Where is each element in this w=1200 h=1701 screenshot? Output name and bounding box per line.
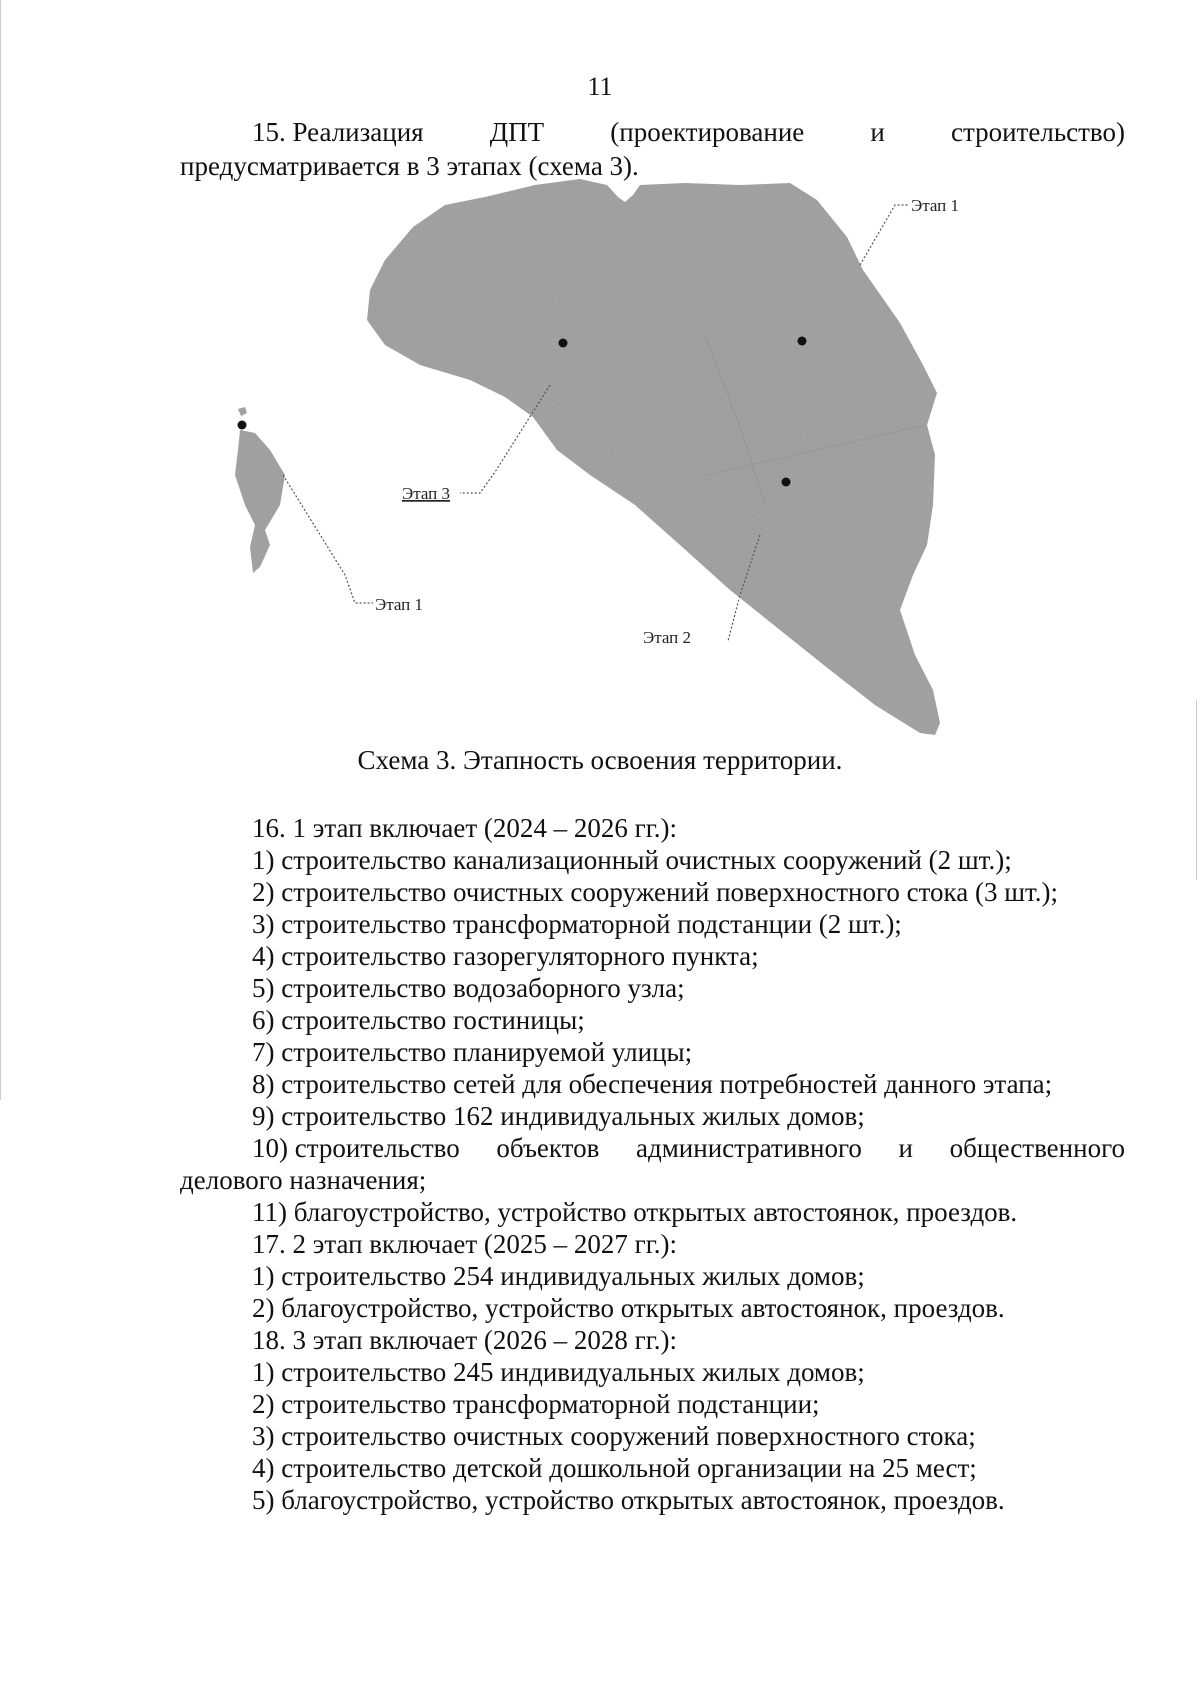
- stage-marker-dot: [559, 339, 568, 348]
- text-line: 7) строительство планируемой улицы;: [252, 1037, 693, 1067]
- text-line: 1) строительство 245 индивидуальных жилых домов;: [252, 1357, 865, 1387]
- text-word: общественного: [949, 1133, 1125, 1163]
- text-word: и: [898, 1133, 913, 1163]
- text-line: 6) строительство гостиницы;: [252, 1005, 585, 1035]
- text-line: [180, 1132, 1125, 1164]
- paragraph-15-word: 15. Реализация: [252, 117, 424, 147]
- stage-marker-dot: [782, 478, 791, 487]
- leader-line-stage1-left: [283, 475, 373, 603]
- text-word: объектов: [496, 1133, 600, 1163]
- text-line: делового назначения;: [180, 1165, 427, 1195]
- text-line: 1) строительство 254 индивидуальных жилых домов;: [252, 1261, 865, 1291]
- text-line: 9) строительство 162 индивидуальных жилых домов;: [252, 1101, 865, 1131]
- paragraph-15-word: строительство): [951, 117, 1125, 147]
- text-line: 3) строительство трансформаторной подстанции (2 шт.);: [252, 909, 902, 939]
- territory-left-islet: [238, 407, 247, 416]
- paragraph-15-word: ДПТ: [489, 117, 545, 147]
- figure-caption: Схема 3. Этапность освоения территории.: [357, 745, 843, 775]
- text-line: 8) строительство сетей для обеспечения потребностей данного этапа;: [252, 1069, 1053, 1099]
- paragraph-15-word: и: [870, 117, 885, 147]
- paragraph-15: [180, 115, 1125, 183]
- text-line: 2) строительство очистных сооружений поверхностного стока (3 шт.);: [252, 877, 1059, 907]
- text-line: 4) строительство газорегуляторного пункта;: [252, 941, 759, 971]
- territory-left-area: [235, 430, 285, 573]
- text-word: административного: [635, 1133, 862, 1163]
- text-line: 4) строительство детской дошкольной организации на 25 мест;: [252, 1453, 977, 1483]
- text-line: 5) благоустройство, устройство открытых автостоянок, проездов.: [252, 1485, 1005, 1515]
- text-line: 11) благоустройство, устройство открытых автостоянок, проездов.: [252, 1197, 1018, 1227]
- text-line: 5) строительство водозаборного узла;: [252, 973, 685, 1003]
- text-line: 16. 1 этап включает (2024 – 2026 гг.):: [252, 813, 677, 843]
- stage-label: Этап 3: [402, 484, 451, 503]
- text-word: 10) строительство: [252, 1133, 460, 1163]
- scan-edge-mark: [0, 0, 1, 1100]
- territory-main-area: [367, 179, 940, 735]
- paragraph-15-line-2: предусматривается в 3 этапах (схема 3).: [180, 151, 639, 181]
- page-number: 11: [587, 72, 613, 101]
- paragraph-15-line-1: [180, 115, 1125, 149]
- text-line: 17. 2 этап включает (2025 – 2027 гг.):: [252, 1229, 677, 1259]
- stage-marker-dot: [238, 421, 247, 430]
- stage-marker-dot: [798, 337, 807, 346]
- paragraph-15-word: (проектирование: [610, 117, 805, 147]
- stage-label: Этап 2: [643, 628, 692, 647]
- leader-line-stage1-top: [860, 205, 908, 265]
- stages-list: [180, 812, 1125, 1516]
- territory-stages-map: [235, 175, 1115, 755]
- text-line: 2) строительство трансформаторной подстанции;: [252, 1389, 820, 1419]
- text-line: 1) строительство канализационный очистных сооружений (2 шт.);: [252, 845, 1012, 875]
- stage-label: Этап 1: [911, 196, 960, 215]
- scan-edge-mark: [1196, 700, 1197, 880]
- stage-label: Этап 1: [375, 595, 424, 614]
- map-svg: [235, 175, 1115, 755]
- text-line: 2) благоустройство, устройство открытых автостоянок, проездов.: [252, 1293, 1005, 1323]
- text-line: 18. 3 этап включает (2026 – 2028 гг.):: [252, 1325, 677, 1355]
- text-line: 3) строительство очистных сооружений поверхностного стока;: [252, 1421, 976, 1451]
